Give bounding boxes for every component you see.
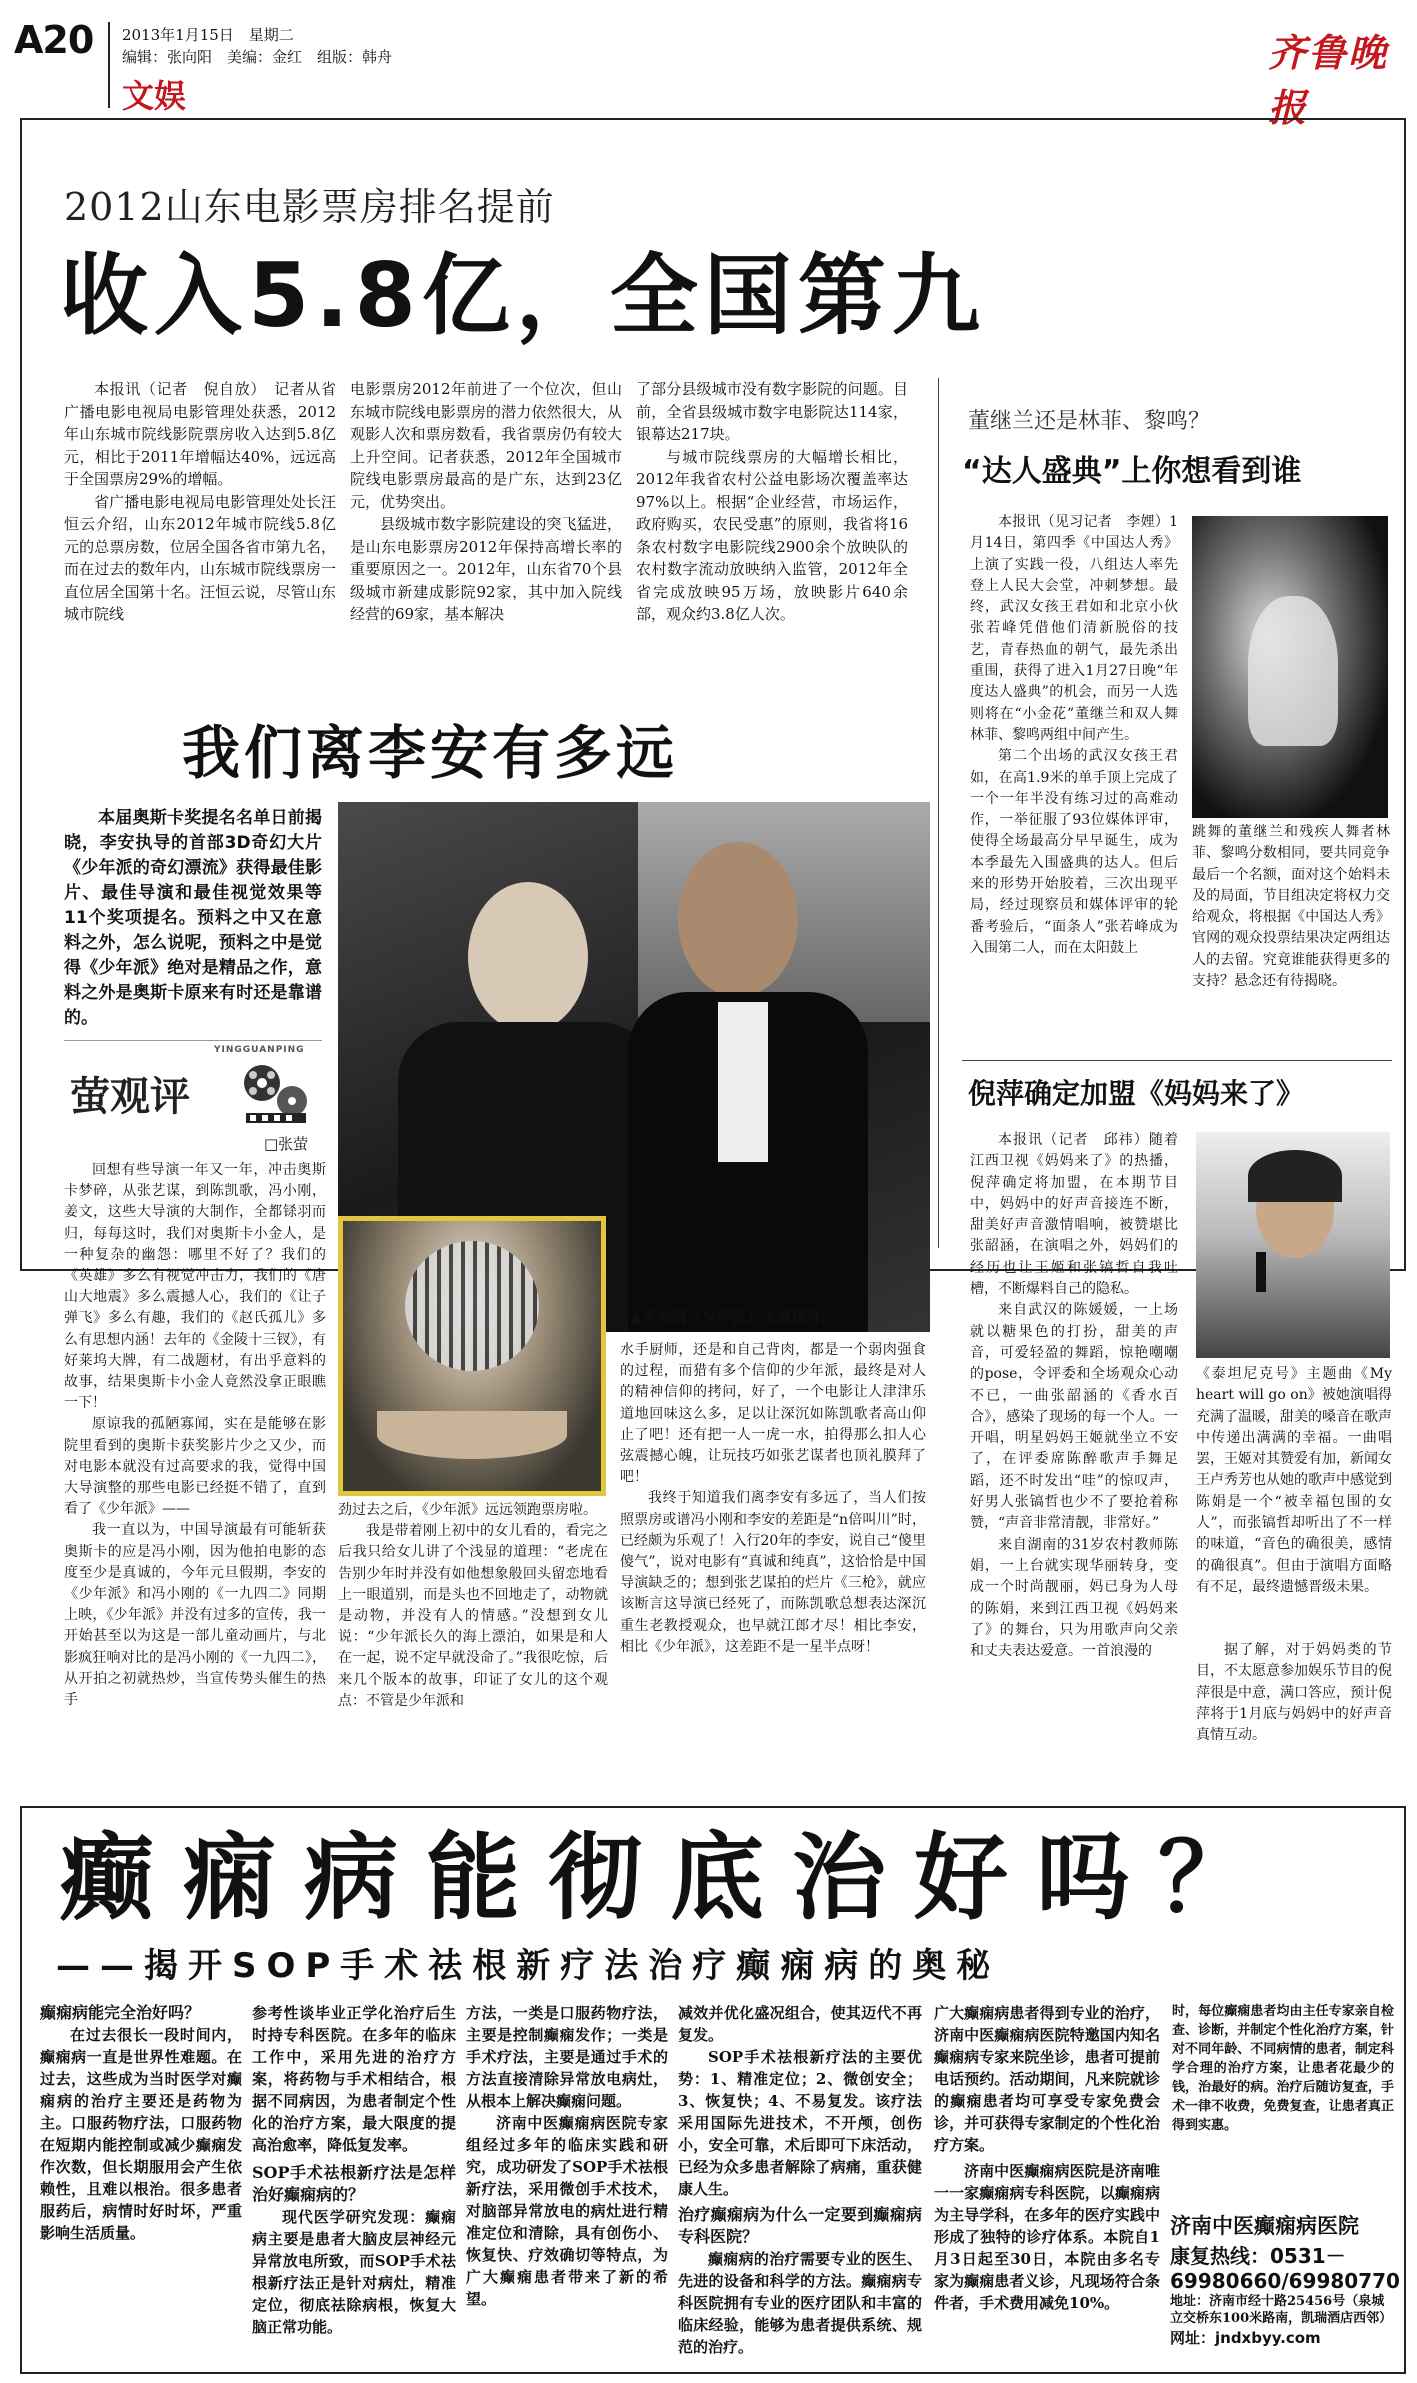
column-badge — [64, 1040, 322, 1153]
lian-col3-p2: 我终于知道我们离李安有多远了，当人们按照票房或谱冯小刚和李安的差距是“n倍叫川”时，已经颇为乐观了！入行20年的李安，说自己“傻里傻气”，说对电影有“真诚和纯真”，这恰恰是中国导演缺乏的；想到张艺谋拍的烂片《三枪》，就应该断言这导演已经死了，而陈凯歌总想表达深沉重生老教授观众，也早就江郎才尽！相比李安，相比《少年派》，这差距不是一星半点呀！ — [620, 1490, 926, 1655]
tiger-face — [405, 1241, 539, 1371]
mama-body — [970, 1130, 1178, 1662]
ad-address: 地址：济南市经十路25456号（泉城立交桥东100米路南，凯瑞酒店西邻） — [1170, 2294, 1393, 2326]
lead-col3-p2: 与城市院线票房的大幅增长相比，2012年我省农村公益电影场次覆盖率达97%以上。根据“企业经营，市场运作，政府购买，农民受惠”的原则，我省将16条农村数字电影院线2900余个放映队的农村数字流动放映纳入监管，2012年全省完成放映95万场，放映影片640余部，观众约3.8亿人次。 — [636, 447, 908, 623]
header-editors: 编辑：张向阳 美编：金红 组版：韩舟 — [122, 48, 393, 66]
talent-headline: “达人盛典”上你想看到谁 — [962, 454, 1302, 489]
ad-phones: 69980660/69980770 — [1170, 2269, 1400, 2293]
singer-hair — [1248, 1150, 1342, 1202]
ad-hospital: 济南中医癫痫病医院 — [1170, 2214, 1359, 2238]
masthead-logo: 齐鲁晚报 — [1268, 30, 1389, 130]
ad-col4a: 减效并优化盛况组合，使其迈代不再复发。 — [678, 2004, 922, 2044]
lead-col1-p2: 省广播电影电视局电影管理处处长汪恒云介绍，山东2012年城市院线5.8亿元的总票房数，位居全国各省市第九名，而在过去的数年内，山东城市院线票房一直位居全国第十名。汪恒云说，尽管山东城市院线 — [64, 492, 336, 623]
ad-col5 — [934, 2002, 1160, 2314]
ad-col3a: 方法，一类是口服药物疗法，主要是控制癫痫发作；一类是手术疗法，主要是通过手术的方法直接清除异常放电病灶，从根本上解决癫痫问题。 — [466, 2004, 668, 2110]
boat-shape — [377, 1411, 567, 1459]
film-reel-icon — [240, 1061, 312, 1131]
mama-p2: 来自武汉的陈媛媛，一上场就以糖果色的打扮，甜美的声音，可爱轻盈的舞蹈，惊艳嘲嘲的pose，令评委和全场观众心动不已，一曲张韶涵的《香水百合》，感染了现场的每一个人。一开唱，明星妈妈王姬就坐立不安了，在评委席陈醉歌声手舞足蹈，还不时发出“哇”的惊叹声，好男人张镐哲也少不了要抢着称赞，“声音非常清靓，非常好。” — [970, 1302, 1178, 1532]
lead-kicker: 2012山东电影票房排名提前 — [64, 185, 555, 229]
ad-col3 — [466, 2002, 668, 2310]
ad-body1: 在过去很长一段时间内，癫痫病一直是世界性难题。在过去，这些成为当时医学对癫痫病的治疗主要还是药物为主。口服药物疗法，口服药物在短期内能控制或减少癫痫发作次数，但长期服用会产生依赖性，且难以根治。很多患者服药后，病情时好时坏，严重影响生活质量。 — [40, 2026, 242, 2242]
ad-website: 网址：jndxbyy.com — [1170, 2329, 1321, 2347]
lead-col2 — [350, 378, 622, 626]
badge-byline: □张萤 — [264, 1135, 309, 1153]
photo-caption: ▲李安携《少年派》主演现身。 — [630, 1308, 837, 1326]
ad-body2a: 参考性谈毕业正学化治疗后生时持专科医院。在多年的临床工作中，采用先进的治疗方案，将药物与手术相结合，根据不同病因，为患者制定个性化的治疗方案，最大限度的提高治愈率，降低复发率。 — [252, 2004, 456, 2154]
lian-col2 — [338, 1500, 608, 1712]
header-divider — [108, 22, 110, 108]
lead-col3 — [636, 378, 908, 626]
tiger-poster — [338, 1216, 606, 1496]
ad-special: 济南中医癫痫病医院是济南唯一一家癫痫病专科医院，以癫痫病为主导学科，在多年的医疗实践中形成了独特的诊疗体系。本院自1月3日起至30日，本院由多名专家为癫痫患者义诊，凡现场符合条件者，手术费用减免10%。 — [934, 2162, 1160, 2312]
lian-col2-p2: 我是带着刚上初中的女儿看的，看完之后我只给女儿讲了个浅显的道理：“老虎在告别少年时并没有如他想象般回头留恋地看上一眼道别，而是头也不回地走了，动物就是动物，并没有人的情感。”没想到女儿说：“少年派长久的海上漂泊，如果是和人在一起，说不定早就没命了。”我很吃惊，后来几个版本的故事，印证了女儿的这个观点：不管是少年派和 — [338, 1523, 608, 1709]
ad-headline: 癫痫病能彻底治好吗？ — [60, 1823, 1281, 1933]
page-number: A20 — [14, 18, 94, 62]
mama-p3: 来自湖南的31岁农村教师陈娟，一上台就实现华丽转身，变成一个时尚靓丽，妈已身为人母的陈娟，来到江西卫视《妈妈来了》的舞台，只为用歌声向父亲和丈夫表达爱意。一首浪漫的 — [970, 1536, 1178, 1660]
badge-pinyin: YINGGUANPING — [214, 1045, 305, 1055]
talent-divider — [962, 1060, 1392, 1061]
lead-col1 — [64, 378, 336, 626]
lian-col1 — [64, 1160, 326, 1711]
lian-col1-p1: 回想有些导演一年又一年，冲击奥斯卡梦碎，从张艺谋，到陈凯歌，冯小刚，姜文，这些大导演的大制作，全都铩羽而归，每每这时，我们对奥斯卡小金人，是一种复杂的幽怨：哪里不好了？我们的《英雄》多么有视觉冲击力，我们的《唐山大地震》多么震撼人心，我们的《让子弹飞》多么有趣，我们的《赵氏孤儿》多么有思想内涵！去年的《金陵十三钗》，有好莱坞大牌，有二战题材，有出乎意料的故事，结果奥斯卡小金人竟然没拿正眼瞧一下！ — [64, 1162, 326, 1412]
section-name: 文娱 — [122, 77, 187, 115]
lead-col1-p1: 本报讯（记者 倪自放） 记者从省广播电影电视局电影管理处获悉，2012年山东城市院线影院票房收入达到5.8亿元，相比于2011年增幅达40%，远远高于全国票房29%的增幅。 — [64, 380, 336, 488]
lead-headline: 收入5.8亿，全国第九 — [60, 244, 986, 347]
ad-sub2: SOP手术祛根新疗法是怎样治好癫痫病的？ — [252, 2163, 456, 2204]
lian-summary: 本届奥斯卡奖提名名单日前揭晓，李安执导的首部3D奇幻大片《少年派的奇幻漂流》获得最佳影片、最佳导演和最佳视觉效果等11个奖项提名。预料之中又在意料之外，怎么说呢，预料之中是觉得《少年派》绝对是精品之作，意料之外是奥斯卡原来有时还是靠谱的。 — [64, 808, 322, 1028]
talent-body-right: 跳舞的董继兰和残疾人舞者林菲、黎鸣分数相同，要共同竞争最后一个名额，面对这个始料未及的局面，节目组决定将权力交给观众，将根据《中国达人秀》官网的观众投票结果决定两组达人的去留。究竟谁能获得更多的支持？悬念还有待揭晓。 — [1192, 824, 1390, 990]
ad-col5-text: 广大癫痫病患者得到专业的治疗，济南中医癫痫病医院特邀国内知名癫痫病专家来院坐诊，患者可提前电话预约。活动期间，凡来院就诊的癫痫患者均可享受专家免费会诊，并可获得专家制定的个性化治疗方案。 — [934, 2004, 1160, 2154]
badge-title: 萤观评 — [70, 1074, 190, 1120]
lian-col2-p1: 劲过去之后，《少年派》远远领跑票房啦。 — [338, 1502, 597, 1518]
ad-sub3: 治疗癫痫病为什么一定要到癫痫病专科医院？ — [678, 2205, 922, 2246]
column-divider — [938, 378, 939, 1248]
lead-col2-p2: 县级城市数字影院建设的突飞猛进，是山东电影票房2012年保持高增长率的重要原因之一。2012年，山东省70个县级城市新建成影院92家，其中加入院线经营的69家，基本解决 — [350, 515, 622, 623]
ad-sub1: 癫痫病能完全治好吗？ — [40, 2003, 201, 2022]
ad-col4b: SOP手术祛根新疗法的主要优势：1、精准定位；2、微创安全；3、恢复快；4、不易复发。该疗法采用国际先进技术，不开颅，创伤小，安全可靠，术后即可下床活动，已经为众多患者解除了病痛，重获健康人生。 — [678, 2048, 922, 2198]
mama-ending: 据了解，对于妈妈类的节目，不太愿意参加娱乐节目的倪萍很是中意，满口答应，预计倪萍将于1月底与妈妈中的好声音真情互动。 — [1196, 1642, 1392, 1744]
lian-col1-p2: 原谅我的孤陋寡闻，实在是能够在影院里看到的奥斯卡获奖影片少之又少，而对电影本就没有过高要求的我，觉得中国大导演整的那些电影已经挺不错了，直到看了《少年派》—— — [64, 1416, 326, 1518]
ad-contact-box — [1170, 2210, 1400, 2368]
person-left-head — [468, 882, 588, 1032]
lead-col2-p1: 电影票房2012年前进了一个位次，但山东城市院线电影票房的潜力依然很大，从观影人次和票房数看，我省票房仍有较大上升空间。记者获悉，2012年全国城市院线电影票房最高的是广东，达到23亿元，优势突出。 — [350, 380, 622, 511]
lian-col3 — [620, 1340, 926, 1658]
ad-col4 — [678, 2002, 922, 2358]
ad-col2 — [252, 2002, 456, 2338]
ad-body2b: 现代医学研究发现：癫痫病主要是患者大脑皮层神经元异常放电所致，而SOP手术祛根新疗法正是针对病灶，精准定位，彻底祛除病根，恢复大脑正常功能。 — [252, 2208, 456, 2336]
talent-p2: 第二个出场的武汉女孩王君如，在高1.9米的单手顶上完成了一个一年半没有练习过的高难动作，一举征服了93位媒体评审，使得全场最高分早早诞生，成为本季最先入围盛典的达人。但后来的形势开始胶着，三次出现平局，经过现察员和媒体评审的轮番考验后，“面条人”张若峰成为入围第二人，而在太阳鼓上 — [970, 748, 1178, 956]
talent-photo — [1192, 516, 1388, 818]
talent-kicker: 董继兰还是林菲、黎鸣？ — [968, 409, 1211, 434]
ad-subheadline: ——揭开SOP手术祛根新疗法治疗癫痫病的奥秘 — [56, 1946, 1001, 1986]
talent-p1: 本报讯（见习记者 李娌）1月14日，第四季《中国达人秀》上演了实践一役，八组达人率先登上人民大会堂，冲刺梦想。最终，武汉女孩王君如和北京小伙张若峰凭借他们清新脱俗的技艺，青春热血的朝气，最先杀出重围，获得了进入1月27日晚“年度达人盛典”的机会，而另一人选则将在“小金花”董继兰和双人舞林菲、黎鸣两组中间产生。 — [970, 514, 1178, 743]
shirt-right — [718, 1002, 768, 1162]
ad-col6 — [1172, 2002, 1394, 2135]
lian-col3-p1: 水手厨师，还是和自己背肉，都是一个弱肉强食的过程，而猎有多个信仰的少年派，最终是对人的精神信仰的拷问，好了，一个电影让人津津乐道地回味这么多，足以让深沉如陈凯歌者高山仰止了吧！还有把一人一虎一水，拍得那么扣人心弦震撼心魄，让玩技巧如张艺谋者也顶礼膜拜了吧！ — [620, 1342, 926, 1486]
mama-caption: 《泰坦尼克号》主题曲《My heart will go on》被她演唱得充满了温暖，甜美的嗓音在歌声中传递出满满的幸福。一曲唱罢，王姬对其赞爱有加，新闻女王卢秀芳也从她的歌声中感觉到陈娟是一个“被幸福包围的女人”，而张镐哲却听出了不一样的味道，“音色的确很美，感情的确很真”。但由于演唱方面略有不足，最终遗憾晋级未果。 — [1196, 1366, 1392, 1595]
ad-body3: 癫痫病的治疗需要专业的医生、先进的设备和科学的方法。癫痫病专科医院拥有专业的医疗团队和丰富的临床经验，能够为患者提供系统、规范的治疗。 — [678, 2250, 922, 2356]
ad-col1 — [40, 2002, 242, 2244]
person-right-head — [678, 842, 798, 997]
mama-photo — [1196, 1132, 1390, 1358]
dancer-figure — [1248, 596, 1338, 746]
lian-headline: 我们离李安有多远 — [182, 719, 679, 787]
ad-col6-text: 时，每位癫痫患者均由主任专家亲自检查、诊断，并制定个性化治疗方案，针对不同年龄、不同病情的患者，制定科学合理的治疗方案，让患者花最少的钱，治最好的病。治疗后随访复查，手术一律不收费，免费复查，让患者真正得到实惠。 — [1172, 2004, 1394, 2133]
header-date: 2013年1月15日 星期二 — [122, 26, 294, 44]
talent-body — [970, 512, 1178, 959]
lead-col3-p1: 了部分县级城市没有数字影院的问题。目前，全省县级城市数字电影院达114家，银幕达217块。 — [636, 380, 908, 443]
ad-col3b: 济南中医癫痫病医院专家组经过多年的临床实践和研究，成功研发了SOP手术祛根新疗法，采用微创手术技术，对脑部异常放电的病灶进行精准定位和清除，具有创伤小、恢复快、疗效确切等特点，为广大癫痫患者带来了新的希望。 — [466, 2114, 668, 2308]
ad-area-code: 0531－ — [1270, 2244, 1346, 2268]
ad-hotline-label: 康复热线： — [1170, 2244, 1270, 2268]
microphone-icon — [1256, 1252, 1266, 1292]
mama-headline: 倪萍确定加盟《妈妈来了》 — [968, 1077, 1305, 1110]
ad-hotline — [1170, 2240, 1396, 2269]
mama-p1: 本报讯（记者 邱祎）随着江西卫视《妈妈来了》的热播，倪萍确定将加盟，在本期节目中，妈妈中的好声音接连不断，甜美好声音激情唱响，被赞堪比张韶涵，在演唱之外，妈妈们的经历也让王姬和张镐哲自我吐槽，不断爆料自己的隐私。 — [970, 1132, 1178, 1298]
lian-col1-p3: 我一直以为，中国导演最有可能斩获奥斯卡的应是冯小刚，因为他拍电影的态度至少是真诚的，今年元旦假期，李安的《少年派》和冯小刚的《一九四二》同期上映，《少年派》并没有过多的宣传，我一开始甚至以为这是一部儿童动画片，与北影疯狂响对比的是冯小刚的《一九四二》，从开拍之初就热炒，当宣传势头催生的热手 — [64, 1522, 326, 1709]
